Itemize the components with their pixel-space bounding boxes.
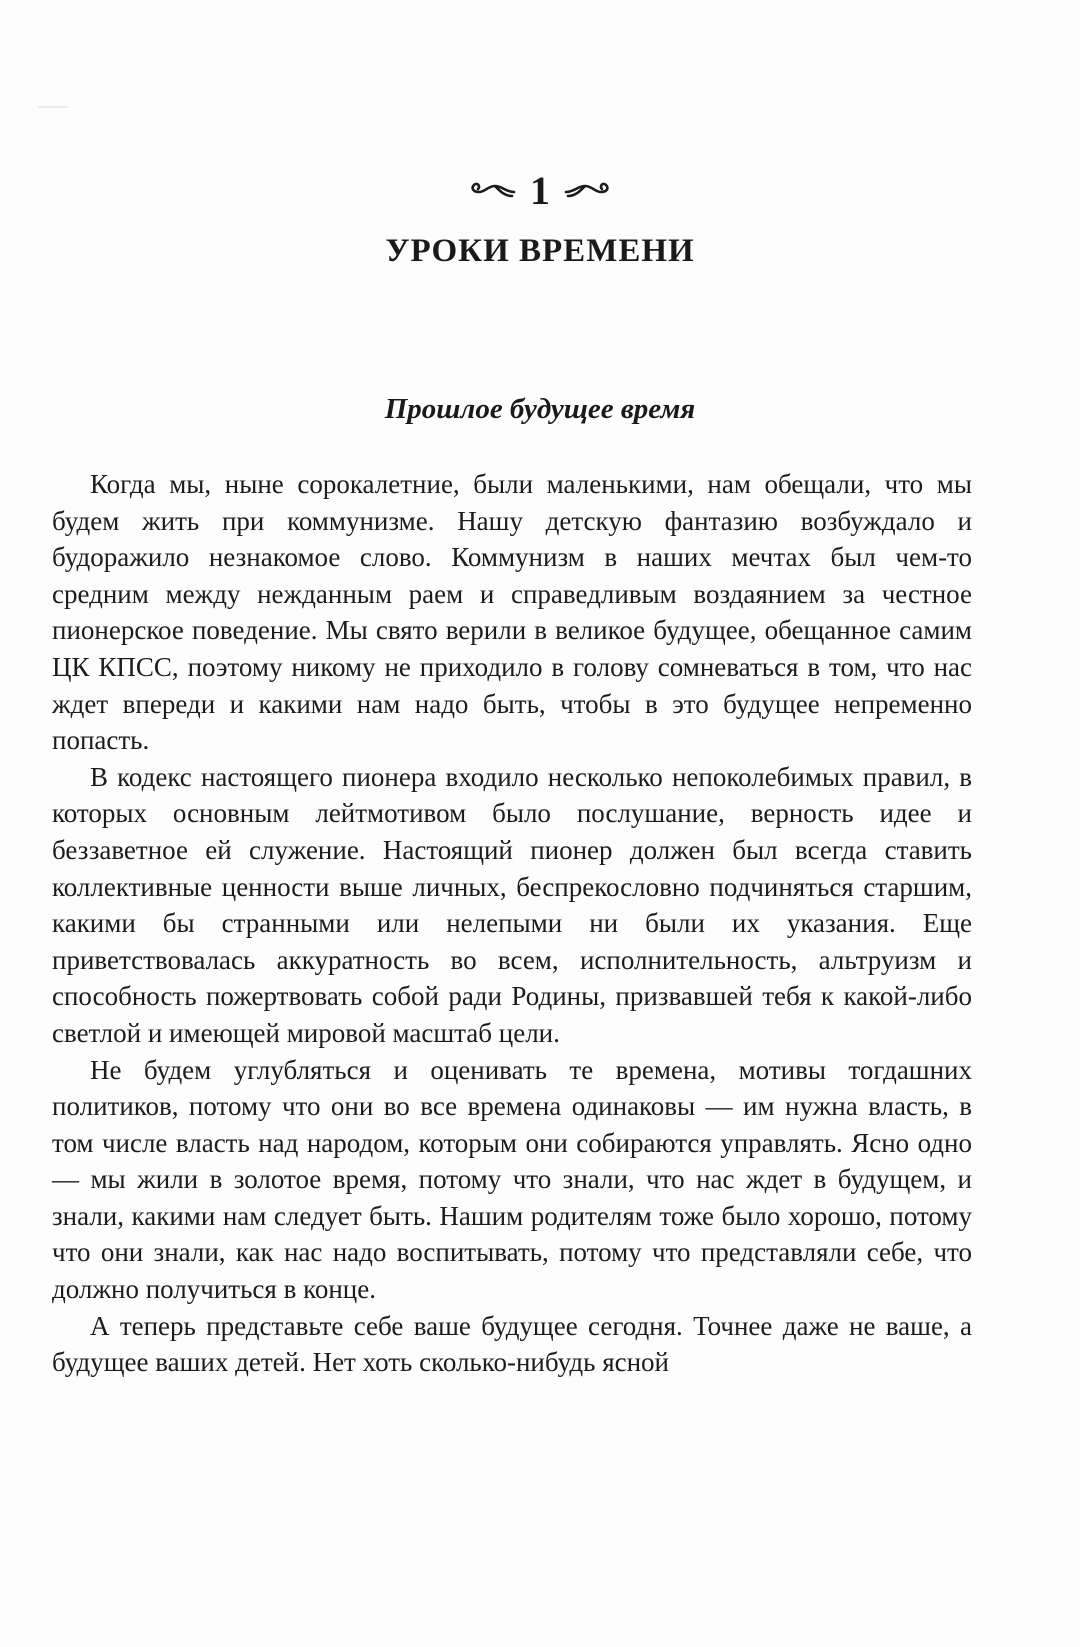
paragraph: А теперь представьте себе ваше будущее сегодня. Точнее даже не ваше, а будущее ваших детей. Нет хоть сколько-нибудь ясной — [52, 1310, 972, 1378]
left-flourish-icon — [468, 178, 516, 204]
chapter-header — [0, 168, 1080, 272]
chapter-number-line — [0, 168, 1080, 214]
scan-artifact — [38, 106, 68, 108]
chapter-title: УРОКИ ВРЕМЕНИ — [385, 233, 695, 269]
body-text — [52, 466, 972, 1381]
paragraph: Не будем углубляться и оценивать те времена, мотивы тогдашних политиков, потому что они во все времена одинаковы — им нужна власть, в том числе власть над народом, которым они собираются управлять. Ясно одно — мы жили в золотое время, потому что знали, что нас ждет в будущем, и знали, какими нам следует быть. Нашим родителям тоже было хорошо, потому что они знали, как нас надо воспитывать, потому что представляли себе, что должно получиться в конце. — [52, 1054, 972, 1305]
chapter-number: 1 — [530, 168, 550, 213]
paragraph: В кодекс настоящего пионера входило несколько непоколебимых правил, в которых основным лейтмотивом было послушание, верность идее и беззаветное ей служение. Настоящий пионер должен был всегда ставить коллективные ценности выше личных, беспрекословно подчиняться старшим, какими бы странными или нелепыми ни были их указания. Еще приветствовалась аккуратность во всем, исполнительность, альтруизм и способность пожертвовать собой ради Родины, призвавшей тебя к какой-либо светлой и имеющей мировой масштаб цели. — [52, 761, 972, 1048]
right-flourish-icon — [564, 178, 612, 204]
section-title: Прошлое будущее время — [384, 393, 696, 425]
paragraph: Когда мы, ныне сорокалетние, были маленькими, нам обещали, что мы будем жить при коммунизме. Нашу детскую фантазию возбуждало и будоражило незнакомое слово. Коммунизм в наших мечтах был чем-то средним между нежданным раем и справедливым воздаянием за честное пионерское поведение. Мы свято верили в великое будущее, обещанное самим ЦК КПСС, поэтому никому не приходило в голову сомневаться в том, что нас ждет впереди и какими нам надо быть, чтобы в это будущее непременно попасть. — [52, 469, 972, 756]
